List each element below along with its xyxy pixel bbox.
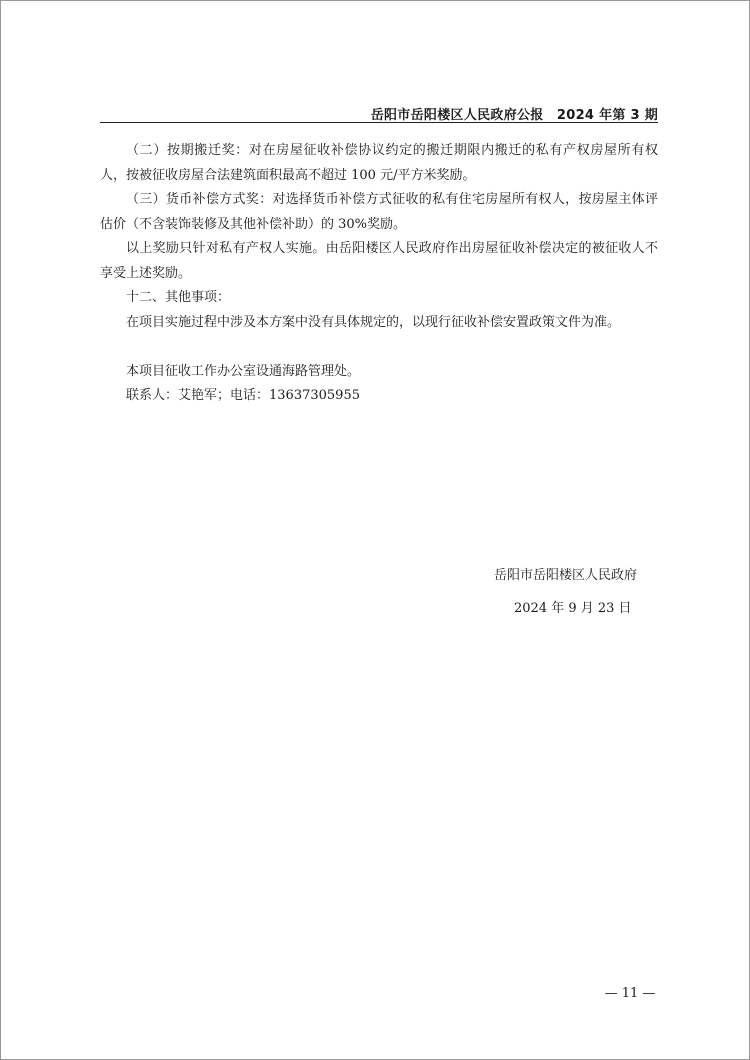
page-number: — 11 —	[604, 986, 656, 1001]
paragraph-other-matters: 在项目实施过程中涉及本方案中没有具体规定的，以现行征收补偿安置政策文件为准。	[126, 314, 621, 330]
signature-organization: 岳阳市岳阳楼区人民政府	[494, 568, 638, 583]
bulletin-header: 岳阳市岳阳楼区人民政府公报 2024 年第 3 期	[370, 108, 658, 123]
paragraph-gap	[100, 335, 658, 360]
signature-block	[480, 564, 670, 616]
paragraph-monetary-compensation-award: （三）货币补偿方式奖：对选择货币补偿方式征收的私有住宅房屋所有权人，按房屋主体评估价（不含装饰装修及其他补偿补助）的 30%奖励。	[100, 192, 658, 232]
paragraph-contact: 联系人：艾艳军；电话：13637305955	[126, 388, 360, 403]
paragraph-award-scope: 以上奖励只针对私有产权人实施。由岳阳楼区人民政府作出房屋征收补偿决定的被征收人不享受上述奖励。	[100, 241, 658, 281]
section-heading-other-matters: 十二、其他事项：	[126, 290, 231, 305]
signature-date: 2024 年 9 月 23 日	[514, 601, 632, 616]
paragraph-on-time-relocation-award: （二）按期搬迁奖：对在房屋征收补偿协议约定的搬迁期限内搬迁的私有产权房屋所有权人，按被征收房屋合法建筑面积最高不超过 100 元/平方米奖励。	[100, 143, 658, 183]
document-body	[100, 139, 658, 409]
header-rule	[100, 122, 658, 123]
paragraph-office: 本项目征收工作办公室设通海路管理处。	[126, 363, 361, 379]
